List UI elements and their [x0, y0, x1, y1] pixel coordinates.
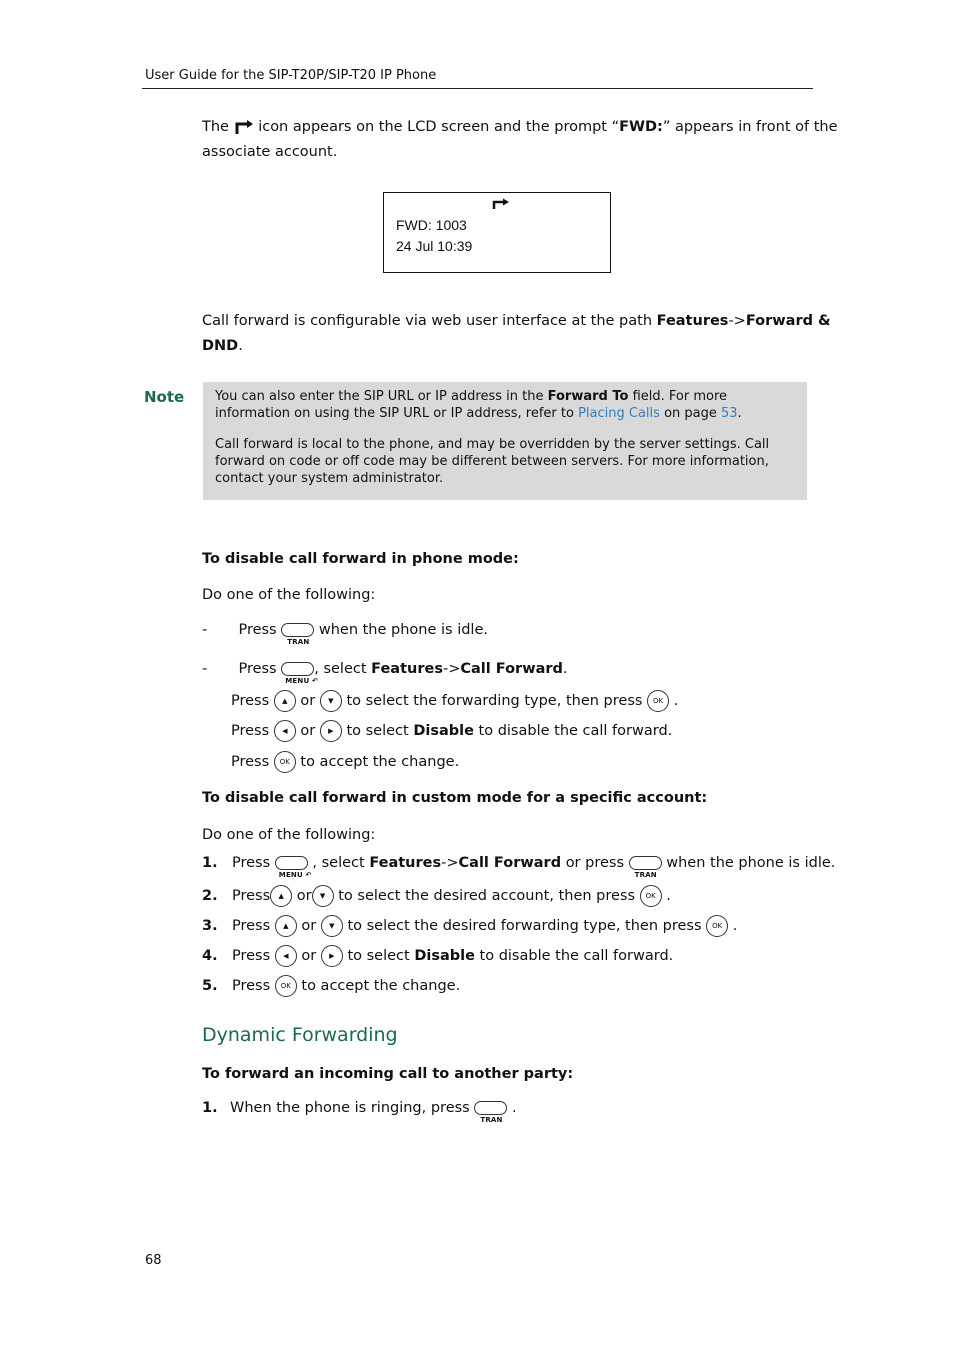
select-text: , select	[314, 661, 367, 677]
or-text: or	[296, 888, 312, 904]
menu-key-icon: MENU ↶	[281, 662, 314, 676]
forward-arrow-icon	[234, 119, 254, 135]
dynamic-forwarding-title: Dynamic Forwarding	[202, 1024, 398, 1046]
custom-step-2	[202, 885, 671, 907]
config-line-2	[202, 338, 243, 354]
phone-mode-bullet-2	[202, 661, 568, 685]
press-text: Press	[231, 693, 270, 709]
features-label: Features	[369, 855, 442, 871]
note-text-a: You can also enter the SIP URL or IP address in the	[215, 389, 544, 404]
arrow-text: ->	[441, 855, 459, 871]
config-text: Call forward is configurable via web user interface at the path	[202, 313, 653, 329]
note-paragraph-1	[215, 388, 800, 422]
press-text: Press	[232, 855, 271, 871]
custom-mode-lead: Do one of the following:	[202, 827, 376, 843]
call-forward-label: Call Forward	[460, 661, 563, 677]
dynamic-heading: To forward an incoming call to another party:	[202, 1066, 574, 1082]
step-number: 3.	[202, 918, 218, 934]
down-key-icon: ▼	[312, 885, 334, 907]
phone-mode-substep-1	[231, 690, 678, 712]
call-forward-label: Call Forward	[458, 855, 562, 871]
period: .	[666, 888, 671, 904]
period: .	[562, 661, 568, 677]
intro-fwd-bold: FWD:	[619, 119, 663, 135]
intro-line-2: associate account.	[202, 144, 338, 160]
intro-text-b: icon appears on the LCD screen and the prompt “	[258, 119, 620, 135]
press-text: Press	[232, 918, 271, 934]
config-arrow: ->	[728, 313, 746, 329]
page-53-link[interactable]: 53	[721, 406, 738, 421]
or-text: or	[301, 948, 317, 964]
up-key-icon: ▲	[275, 915, 297, 937]
ok-key-icon: OK	[274, 751, 296, 773]
up-key-icon: ▲	[274, 690, 296, 712]
note-text-d: on page	[664, 406, 717, 421]
or-text: or	[300, 693, 316, 709]
substep-2-end: to disable the call forward.	[478, 723, 673, 739]
or-text: or	[300, 723, 316, 739]
lcd-screen	[383, 192, 611, 273]
forward-arrow-icon	[492, 198, 510, 210]
press-text: Press	[231, 723, 270, 739]
note-text-c: on using the SIP URL or IP address, refer to	[294, 406, 574, 421]
period: .	[732, 918, 738, 934]
note-label: Note	[144, 388, 185, 406]
ok-key-icon: OK	[640, 885, 662, 907]
custom-mode-heading: To disable call forward in custom mode for a specific account:	[202, 790, 708, 806]
step-1-end: when the phone is idle.	[666, 855, 836, 871]
placing-calls-link[interactable]: Placing Calls	[578, 406, 660, 421]
step-number: 1.	[202, 1100, 218, 1116]
left-key-icon: ◀	[274, 720, 296, 742]
disable-label: Disable	[414, 948, 475, 964]
phone-mode-substep-2	[231, 720, 672, 742]
config-path-forward: Forward &	[745, 313, 831, 329]
left-key-icon: ◀	[275, 945, 297, 967]
step-number: 5.	[202, 978, 218, 994]
phone-mode-bullet-1	[202, 622, 488, 646]
right-key-icon: ▶	[320, 720, 342, 742]
right-key-icon: ▶	[321, 945, 343, 967]
step-4-end: to disable the call forward.	[479, 948, 674, 964]
features-label: Features	[371, 661, 443, 677]
press-text: Press	[238, 622, 277, 638]
ok-key-icon: OK	[647, 690, 669, 712]
period: .	[673, 693, 679, 709]
disable-label: Disable	[413, 723, 474, 739]
tran-key-icon: TRAN	[474, 1101, 507, 1115]
intro-text-c: ” appears in front of the	[662, 119, 838, 135]
header-rule	[142, 88, 813, 89]
ok-key-icon: OK	[275, 975, 297, 997]
note-paragraph-2: Call forward is local to the phone, and may be overridden by the server settings. Call forward on code or off code may be different between servers. For more information, contact your system administrator.	[215, 437, 770, 486]
step-2-text: to select the desired account, then press	[338, 888, 636, 904]
lcd-line-1: FWD: 1003	[396, 217, 467, 233]
bullet-1-text: when the phone is idle.	[318, 622, 488, 638]
note-text-e: .	[737, 406, 742, 421]
phone-mode-substep-3	[231, 751, 459, 773]
tran-key-icon: TRAN	[281, 623, 314, 637]
down-key-icon: ▼	[321, 915, 343, 937]
period: .	[511, 1100, 517, 1116]
config-line-1	[202, 313, 831, 329]
arrow-text: ->	[442, 661, 461, 677]
step-3-text: to select the desired forwarding type, then press	[347, 918, 702, 934]
substep-1-text: to select the forwarding type, then press	[346, 693, 643, 709]
custom-step-1	[202, 855, 836, 879]
dynamic-step-1	[202, 1100, 517, 1124]
intro-text-a: The	[202, 119, 229, 135]
page-number: 68	[145, 1253, 162, 1268]
ok-key-icon: OK	[706, 915, 728, 937]
up-key-icon: ▲	[270, 885, 292, 907]
note-text-b: field. For more information	[215, 389, 727, 421]
phone-mode-heading: To disable call forward in phone mode:	[202, 551, 519, 567]
lcd-line-2: 24 Jul 10:39	[396, 238, 473, 254]
select-text: , select	[312, 855, 365, 871]
dash: -	[202, 661, 208, 677]
substep-2-text: to select	[346, 723, 409, 739]
intro-line-1	[202, 119, 838, 135]
step-5-text: to accept the change.	[301, 978, 461, 994]
custom-step-4	[202, 945, 673, 967]
config-path-dnd: DND	[202, 338, 239, 354]
step-number: 1.	[202, 855, 218, 871]
dash: -	[202, 622, 208, 638]
press-text: Press	[231, 754, 270, 770]
custom-step-3	[202, 915, 737, 937]
config-end: .	[238, 338, 243, 354]
or-press-text: or press	[565, 855, 625, 871]
dynamic-step-1-text: When the phone is ringing, press	[230, 1100, 470, 1116]
config-path-features: Features	[656, 313, 729, 329]
press-text: Press	[232, 948, 271, 964]
phone-mode-lead: Do one of the following:	[202, 587, 376, 603]
menu-key-icon: MENU ↶	[275, 856, 308, 870]
note-forward-to: Forward To	[547, 389, 629, 404]
press-text: Press	[232, 888, 271, 904]
press-text: Press	[232, 978, 271, 994]
or-text: or	[301, 918, 317, 934]
down-key-icon: ▼	[320, 690, 342, 712]
running-header: User Guide for the SIP-T20P/SIP-T20 IP Phone	[145, 68, 437, 83]
substep-3-text: to accept the change.	[300, 754, 460, 770]
step-number: 4.	[202, 948, 218, 964]
note-box	[203, 382, 807, 500]
press-text: Press	[238, 661, 277, 677]
tran-key-icon: TRAN	[629, 856, 662, 870]
custom-step-5	[202, 975, 460, 997]
step-number: 2.	[202, 888, 218, 904]
step-4-text: to select	[347, 948, 410, 964]
